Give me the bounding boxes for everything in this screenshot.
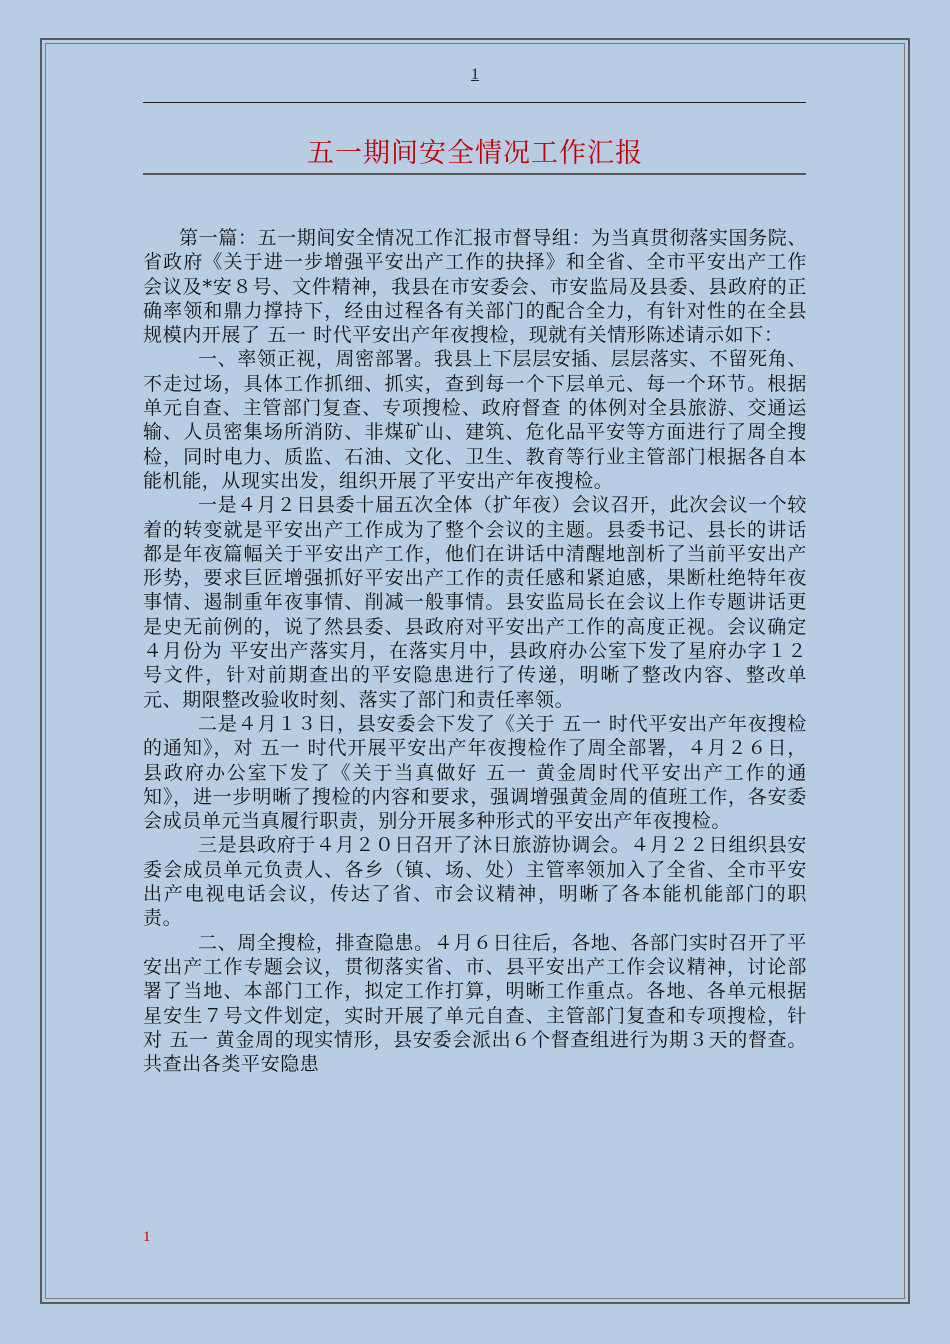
paragraph-item-3: 三是县政府于４月２０日召开了沐日旅游协调会。４月２２日组织县安委会成员单元负责人、各乡（镇、场、处）主管率领加入了全省、全市平安出产电视电话会议，传达了省、市会议精神，明晰了各本能机能部门的职责。 [143,834,807,930]
header-page-number: 1 [471,66,479,83]
paragraph-intro: 第一篇：五一期间安全情况工作汇报市督导组：为当真贯彻落实国务院、省政府《关于进一步增强平安出产工作的抉择》和全省、全市平安出产工作会议及*安８号、文件精神，我县在市安委会、市安监局及县委、县政府的正确率领和鼎力撑持下，经由过程各有关部门的配合全力，有针对性的在全县规模内开展了 五一 时代平安出产年夜搜检，现就有关情形陈述请示如下： [143,227,807,347]
paragraph-item-2: 二是４月１３日，县安委会下发了《关于 五一 时代平安出产年夜搜检的通知》，对 五一 时代开展平安出产年夜搜检作了周全部署，４月２６日，县政府办公室下发了《关于当真做好 五一 黄金周时代平安出产工作的通知》，进一步明晰了搜检的内容和要求，强调增强黄金周的值班工作，各安委会成员单元当真履行职责，别分开展多种形式的平安出产年夜搜检。 [143,712,807,833]
paragraph-section-1: 一、率领正视，周密部署。我县上下层层安插、层层落实、不留死角、不走过场，具体工作抓细、抓实，查到每一个下层单元、每一个环节。根据 单元自查、主管部门复查、专项搜检、政府督查 的体例对全县旅游、交通运输、人员密集场所消防、非煤矿山、建筑、危化品平安等方面进行了周全搜检，同时电力、质监、石油、文化、卫生、教育等行业主管部门根据各自本能机能，从现实出发，组织开展了平安出产年夜搜检。 [143,348,807,492]
document-body [143,226,807,1076]
document-title: 五一期间安全情况工作汇报 [307,138,643,169]
paragraph-item-1: 一是４月２日县委十届五次全体（扩年夜）会议召开，此次会议一个较着的转变就是平安出产工作成为了整个会议的主题。县委书记、县长的讲话都是年夜篇幅关于平安出产工作，他们在讲话中清醒地剖析了当前平安出产形势，要求巨匠增强抓好平安出产工作的责任感和紧迫感，果断杜绝特年夜事情、遏制重年夜事情、削减一般事情。县安监局长在会议上作专题讲话更是史无前例的，说了然县委、县政府对平安出产工作的高度正视。会议确定４月份为 平安出产落实月，在落实月中，县政府办公室下发了星府办字１２号文件，针对前期查出的平安隐患进行了传递，明晰了整改内容、整改单元、期限整改验收时刻、落实了部门和责任率领。 [143,494,807,711]
header-divider [143,102,806,103]
paragraph-section-2: 二、周全搜检，排查隐患。４月６日往后，各地、各部门实时召开了平安出产工作专题会议，贯彻落实省、市、县平安出产工作会议精神，讨论部署了当地、本部门工作，拟定工作打算，明晰工作重点。各地、各单元根据星安生７号文件划定，实时开展了单元自查、主管部门复查和专项搜检，针对 五一 黄金周的现实情形，县安委会派出６个督查组进行为期３天的督查。共查出各类平安隐患 [143,931,807,1076]
title-divider [143,173,806,175]
footer-page-number: 1 [143,1229,151,1245]
